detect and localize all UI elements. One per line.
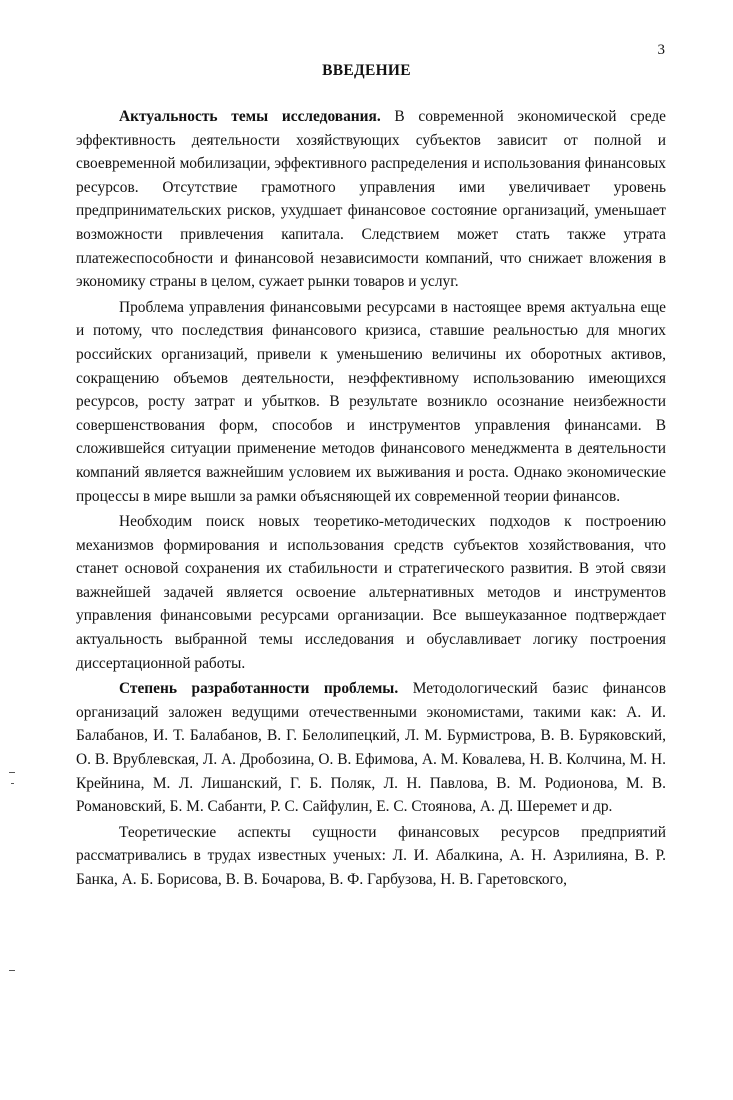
paragraph-text: В современной экономической среде эффективность деятельности хозяйствующих субъектов зависит от полной и своевременной мобилизации, эффективного распределения и использования финансовых ресурсов. Отсутствие грамотного управления ими увеличивает уровень предпринимательских рисков, ухудшает финансовое состояние организаций, уменьшает возможности привлечения капитала. Следствием может стать также утрата платежеспособности и финансовой независимости компаний, что снижает вложения в экономику страны в целом, сужает рынки товаров и услуг.: [76, 108, 666, 291]
paragraph-text: Методологический базис финансов организаций заложен ведущими отечественными экономистами, такими как: А. И. Балабанов, И. Т. Балабанов, В. Г. Белолипецкий, Л. М. Бурмистрова, В. В. Буряковский, О. В. Врублевская, Л. А. Дробозина, О. В. Ефимова, А. М. Ковалева, Н. В. Колчина, М. Н. Крейнина, М. Л. Лишанский, Г. Б. Поляк, Л. Н. Павлова, В. М. Родионова, М. В. Романовский, Б. М. Сабанти, Р. С. Сайфулин, Е. С. Стоянова, А. Д. Шеремет и др.: [76, 680, 667, 816]
paragraph-text: Теоретические аспекты сущности финансовых ресурсов предприятий рассматривались в трудах известных ученых: Л. И. Абалкина, А. Н. Азрилияна, В. Р. Банка, А. Б. Борисова, В. В. Бочарова, В. Ф. Гарбузова, Н. В. Гаретовского,: [76, 823, 666, 888]
scan-mark: [9, 970, 15, 971]
scan-mark: [9, 772, 15, 773]
paragraph-theoretical-aspects: [76, 821, 666, 892]
scan-mark: [11, 783, 14, 784]
page-number: 3: [657, 42, 665, 58]
paragraph-problem: [76, 296, 666, 508]
paragraph-lead-development: Степень разработанности проблемы.: [119, 680, 399, 698]
paragraph-approaches: [76, 510, 666, 675]
paragraph-relevance: [76, 105, 666, 294]
paragraph-lead-relevance: Актуальность темы исследования.: [119, 108, 381, 125]
section-heading: ВВЕДЕНИЕ: [322, 62, 411, 79]
paragraph-development-degree: [76, 677, 666, 819]
paragraph-text: Необходим поиск новых теоретико-методических подходов к построению механизмов формирования и использования средств субъектов хозяйствования, что станет основой сохранения их стабильности и стратегического развития. В этой связи важнейшей задачей является освоение альтернативных методов и инструментов управления финансовыми ресурсами организации. Все вышеуказанное подтверждает актуальность выбранной темы исследования и обуславливает логику построения диссертационной работы.: [76, 513, 666, 672]
paragraph-text: Проблема управления финансовыми ресурсами в настоящее время актуальна еще и потому, что последствия финансового кризиса, ставшие реальностью для многих российских организаций, привели к уменьшению величины их оборотных активов, сокращению объемов деятельности, неэффективному использованию имеющихся ресурсов, росту затрат и убытков. В результате возникло осознание неизбежности совершенствования форм, способов и инструментов управления финансами. В сложившейся ситуации применение методов финансового менеджмента в деятельности компаний является важнейшим условием их выживания и роста. Однако экономические процессы в мире вышли за рамки объясняющей их современной теории финансов.: [76, 298, 666, 505]
body-text: [76, 105, 666, 895]
